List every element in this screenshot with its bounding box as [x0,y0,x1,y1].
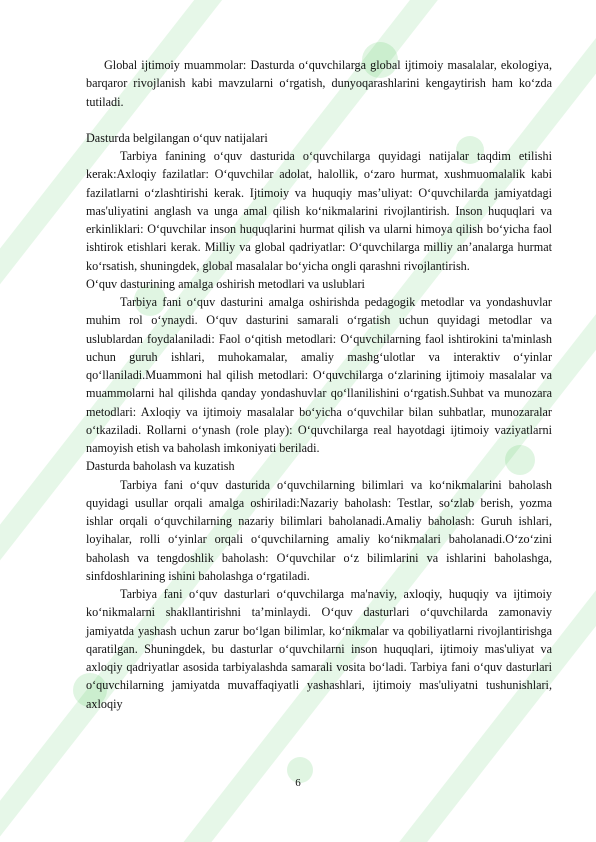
section-heading-methods: O‘quv dasturining amalga oshirish metodlari va uslublari [86,276,365,291]
paragraph-conclusion: Tarbiya fani o‘quv dasturlari o‘quvchilarga ma'naviy, axloqiy, huquqiy va ijtimoiy ko‘nikmalarni shakllantirishni ta’minlaydi. O‘quv dasturlari o‘quvchilarda zamonaviy jamiyatda yashash uchun zarur bo‘lgan bilimlar, ko‘nikmalar va qobiliyatlarni rivojlantirishga qaratilgan. Shuningdek, bu dasturlar o‘quvchilarni inson huquqlari, ijtimoiy mas'uliyat va axloqiy qadriyatlar asosida tarbiyalashda samarali vosita bo‘ladi. Tarbiya fani o‘quv dasturlari o‘quvchilarning jamiyatda muvaffaqiyatli yashashlari, ijtimoiy mas'uliyatni tushunishlari, axloqiy [86,587,552,711]
page-number: 6 [295,777,301,789]
document-body [86,56,552,713]
paragraph-global-issues: Global ijtimoiy muammolar: Dasturda o‘quvchilarga global ijtimoiy masalalar, ekologiya, barqaror rivojlanish kabi mavzularni o‘rgatish, dunyoqarashlarini kengaytirish ham ko‘zda tutiladi. [86,58,552,109]
paragraph-methods: Tarbiya fani o‘quv dasturini amalga oshirishda pedagogik metodlar va yondashuvlar muhim rol o‘ynaydi. O‘quv dasturini samarali o‘rgatish uchun quyidagi metodlar va uslublardan foydalaniladi: Faol o‘qitish metodlari: O‘quvchilarning faol ishtirokini ta'minlash uchun guruh ishlari, muhokamalar, amaliy mashg‘ulotlar va interaktiv o‘yinlar qo‘llaniladi.Muammoni hal qilish metodlari: O‘quvchilarga o‘zlarining ijtimoiy masalalar va muammolarni hal qilishda qanday yondashuvlar qo‘llanilishini o‘rgatish.Suhbat va munozara metodlari: Axloqiy va ijtimoiy masalalar bo‘yicha o‘quvchilar bilan suhbatlar, munozaralar o‘tkaziladi. Rollarni o‘ynash (role play): O‘quvchilarga real hayotdagi ijtimoiy vaziyatlarni namoyish etish va baholash imkoniyati beriladi. [86,295,552,455]
section-heading-learning-outcomes: Dasturda belgilangan o‘quv natijalari [86,130,268,145]
paragraph-gap [86,111,552,129]
section-heading-assessment: Dasturda baholash va kuzatish [86,459,235,474]
paragraph-learning-outcomes: Tarbiya fanining o‘quv dasturida o‘quvchilarga quyidagi natijalar taqdim etilishi kerak:Axloqiy fazilatlar: O‘quvchilar adolat, halollik, o‘zaro hurmat, xushmuomalalik kabi fazilatlarni o‘zlashtirishi kerak. Ijtimoiy va huquqiy mas’uliyat: O‘quvchilarda jamiyatdagi mas'uliyatini anglash va unga amal qilish ko‘nikmalarini rivojlantirish. Inson huquqlari va erkinliklari: O‘quvchilar inson huquqlarini hurmat qilish va ularni himoya qilish bo‘yicha faol ishtirok etishlari kerak. Milliy va global qadriyatlar: O‘quvchilarga milliy an’analarga hurmat ko‘rsatish, shuningdek, global masalalar bo‘yicha ongli qarashni rivojlantirish. [86,149,552,273]
paragraph-assessment: Tarbiya fani o‘quv dasturida o‘quvchilarning bilimlari va ko‘nikmalarini baholash quyidagi usullar orqali amalga oshiriladi:Nazariy baholash: Testlar, so‘zlab berish, yozma ishlar orqali o‘quvchilarning nazariy bilimlari baholanadi.Amaliy baholash: Guruh ishlari, loyihalar, rolli o‘yinlar orqali o‘quvchilarning amaliy ko‘nikmalari baholanadi.O‘zo‘zini baholash va tengdoshlik baholash: O‘quvchilar o‘z bilimlarini va ishlarini baholashga, sinfdoshlarining ishini baholashga o‘rgatiladi. [86,477,552,583]
